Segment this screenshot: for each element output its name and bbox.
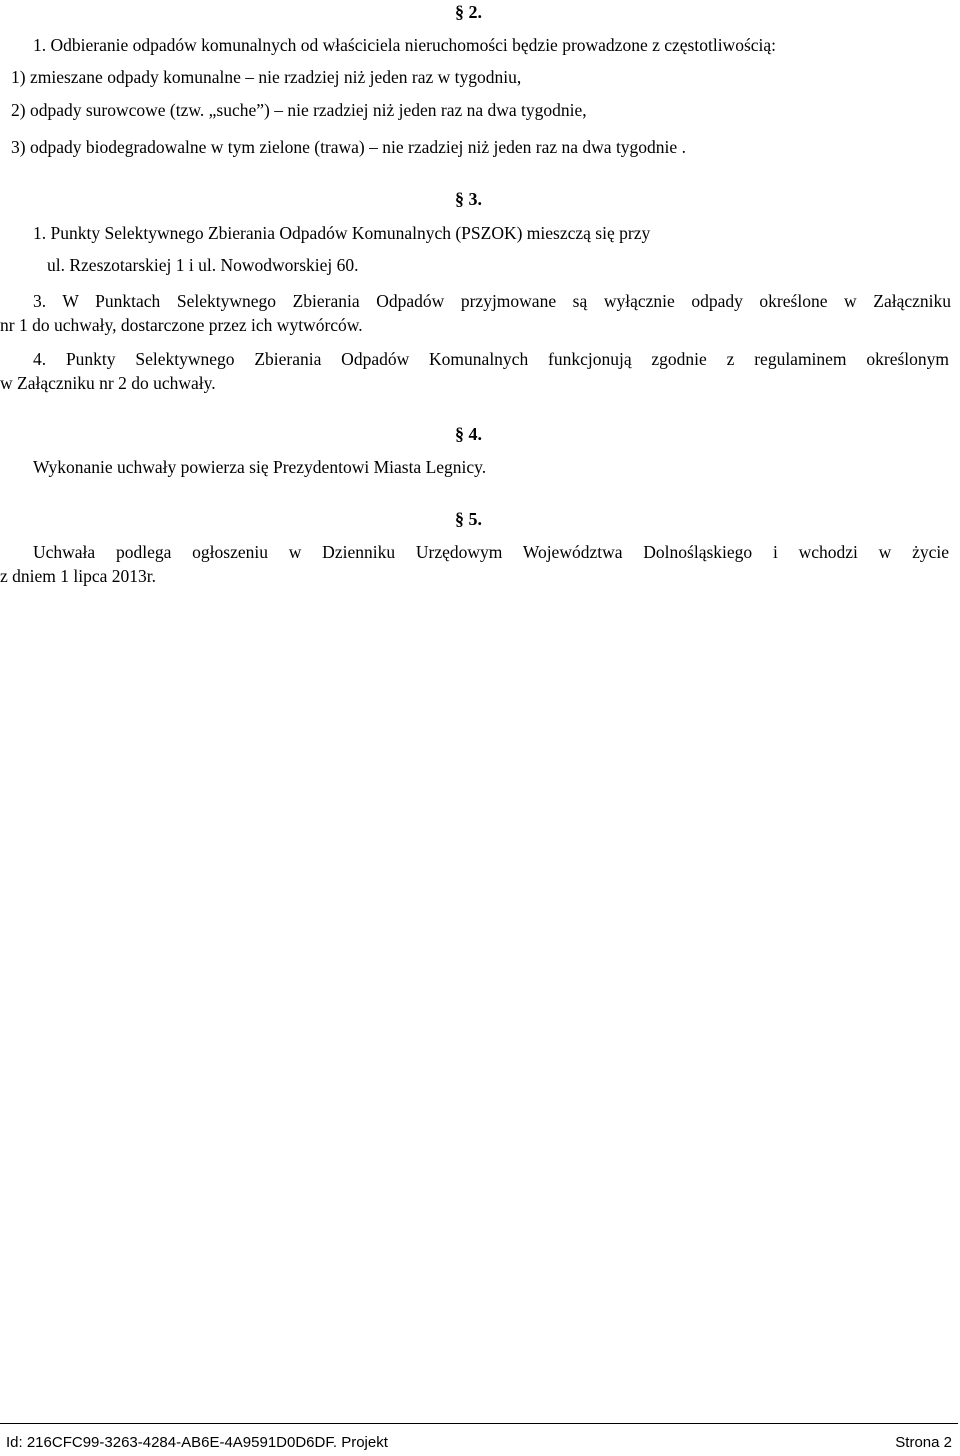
section-2-item-3: 3) odpady biodegradowalne w tym zielone (trawa) – nie rzadziej niż jeden raz na dwa tygodnie . (11, 137, 686, 157)
section-3-paragraph-1-line-2: ul. Rzeszotarskiej 1 i ul. Nowodworskiej 60. (47, 255, 359, 275)
section-2-item-2: 2) odpady surowcowe (tzw. „suche”) – nie rzadziej niż jeden raz na dwa tygodnie, (11, 100, 587, 120)
section-3-heading: § 3. (455, 189, 482, 209)
footer-document-id: Id: 216CFC99-3263-4284-AB6E-4A9591D0D6DF. Projekt (6, 1434, 388, 1451)
section-3-paragraph-4-line-1: 4. Punkty Selektywnego Zbierania Odpadów Komunalnych funkcjonują zgodnie z regulaminem określonym (33, 349, 949, 369)
section-3-paragraph-3-line-1: 3. W Punktach Selektywnego Zbierania Odpadów przyjmowane są wyłącznie odpady określone w Załączniku (33, 291, 951, 311)
section-3-paragraph-3-line-2: nr 1 do uchwały, dostarczone przez ich wytwórców. (0, 315, 363, 335)
section-3-paragraph-4-line-2: w Załączniku nr 2 do uchwały. (0, 373, 216, 393)
section-3-paragraph-1-line-1: 1. Punkty Selektywnego Zbierania Odpadów Komunalnych (PSZOK) mieszczą się przy (33, 223, 651, 243)
section-2-item-1: 1) zmieszane odpady komunalne – nie rzadziej niż jeden raz w tygodniu, (11, 67, 522, 87)
section-5-line-2: z dniem 1 lipca 2013r. (0, 566, 157, 586)
section-2-heading: § 2. (455, 2, 482, 22)
section-4-heading: § 4. (455, 424, 482, 444)
section-5-line-1: Uchwała podlega ogłoszeniu w Dzienniku Urzędowym Województwa Dolnośląskiego i wchodzi w życie (33, 542, 949, 562)
section-2-paragraph-1: 1. Odbieranie odpadów komunalnych od właściciela nieruchomości będzie prowadzone z częstotliwością: (33, 35, 777, 55)
footer-divider (0, 1423, 958, 1424)
section-4-text: Wykonanie uchwały powierza się Prezydentowi Miasta Legnicy. (33, 457, 487, 477)
footer-page-number: Strona 2 (895, 1434, 952, 1451)
section-5-heading: § 5. (455, 509, 482, 529)
